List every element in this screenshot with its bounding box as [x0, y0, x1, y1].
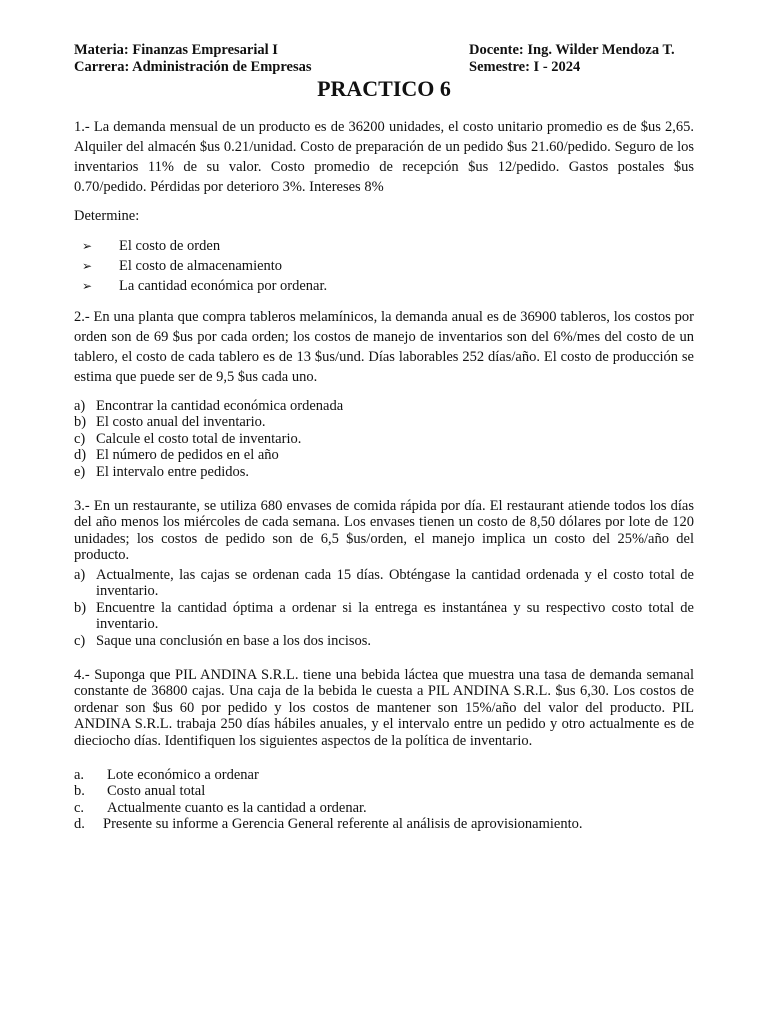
- bullet-text: El costo de orden: [119, 238, 221, 254]
- list-item: a) Actualmente, las cajas se ordenan cada 15 días. Obténgase la cantidad ordenada y el costo total de inventario.: [74, 567, 694, 600]
- problem-4-text: 4.- Suponga que PIL ANDINA S.R.L. tiene una bebida láctea que muestra una tasa de demanda semanal constante de 36800 cajas. Una caja de la bebida le cuesta a PIL ANDINA S.R.L. $us 6,30. Los costos de ordenar son $us 60 por pedido y los costos de mantener son 15%/año del valor del producto. PIL ANDINA S.R.L. trabaja 250 días hábiles anuales, y el intervalo entre un pedido y otro actualmente es de dieciocho días. Identifiquen los siguientes aspectos de la política de inventario.: [74, 667, 694, 749]
- problem-4-list: [74, 767, 694, 833]
- header-right: [469, 42, 675, 76]
- header-left: [74, 42, 312, 76]
- list-item: e) El intervalo entre pedidos.: [74, 463, 250, 480]
- list-item: b. Costo anual total: [74, 783, 206, 800]
- problem-1-text: 1.- La demanda mensual de un producto es de 36200 unidades, el costo unitario promedio es de $us 2,65. Alquiler del almacén $us 0.21/unidad. Costo de preparación de un pedido $us 21.60/pedido. Seguro de los inventarios 11% de su valor. Costo promedio de recepción $us 12/pedido. Gastos postales $us 0.70/pedido. Pérdidas por deterioro 3%. Intereses 8%: [74, 119, 694, 195]
- arrow-bullet-icon: ➢: [82, 239, 93, 253]
- list-item: d. Presente su informe a Gerencia General referente al análisis de aprovisionamiento.: [74, 816, 583, 833]
- bullet-text: La cantidad económica por ordenar.: [119, 278, 328, 294]
- problem-1-determine: Determine:: [74, 208, 140, 224]
- problem-2-list: [74, 398, 694, 480]
- bullet-text: El costo de almacenamiento: [119, 258, 283, 274]
- list-item: c) Calcule el costo total de inventario.: [74, 430, 302, 447]
- problem-3-text: 3.- En un restaurante, se utiliza 680 envases de comida rápida por día. El restaurant atiende todos los días del año menos los miércoles de cada semana. Los envases tienen un costo de 8,50 dólares por lote de 120 unidades; los costos de pedido son de 6,5 $us/orden, el manejo implica un costo del 25%/año del producto.: [74, 498, 694, 564]
- problem-3-list: [74, 567, 694, 649]
- bullet-item: [82, 256, 327, 276]
- list-item: b) Encuentre la cantidad óptima a ordenar si la entrega es instantánea y su respectivo costo total de inventario.: [74, 599, 694, 633]
- semester-label: Semestre: I - 2024: [469, 59, 581, 75]
- list-item: b) El costo anual del inventario.: [74, 414, 266, 431]
- list-item: a. Lote económico a ordenar: [74, 767, 259, 783]
- problem-2-text: 2.- En una planta que compra tableros melamínicos, la demanda anual es de 36900 tableros, los costos por orden son de 69 $us por cada orden; los costos de manejo de inventarios son del 6%/mes del costo de un tablero, el costo de cada tablero es de 13 $us/und. Días laborables 252 días/año. El costo de producción se estima que puede ser de 9,5 $us cada uno.: [74, 309, 694, 385]
- arrow-bullet-icon: ➢: [82, 259, 93, 273]
- teacher-label: Docente: Ing. Wilder Mendoza T.: [469, 42, 675, 58]
- list-item: c. Actualmente cuanto es la cantidad a ordenar.: [74, 799, 367, 816]
- list-item: c) Saque una conclusión en base a los dos incisos.: [74, 632, 372, 649]
- career-label: Carrera: Administración de Empresas: [74, 59, 312, 75]
- list-item: d) El número de pedidos en el año: [74, 447, 279, 464]
- problem-1-bullets: [82, 236, 327, 296]
- bullet-item: [82, 276, 327, 296]
- arrow-bullet-icon: ➢: [82, 279, 93, 293]
- page-title: PRACTICO 6: [317, 76, 451, 101]
- bullet-item: [82, 236, 327, 256]
- subject-label: Materia: Finanzas Empresarial I: [74, 42, 278, 58]
- list-item: a) Encontrar la cantidad económica ordenada: [74, 398, 344, 414]
